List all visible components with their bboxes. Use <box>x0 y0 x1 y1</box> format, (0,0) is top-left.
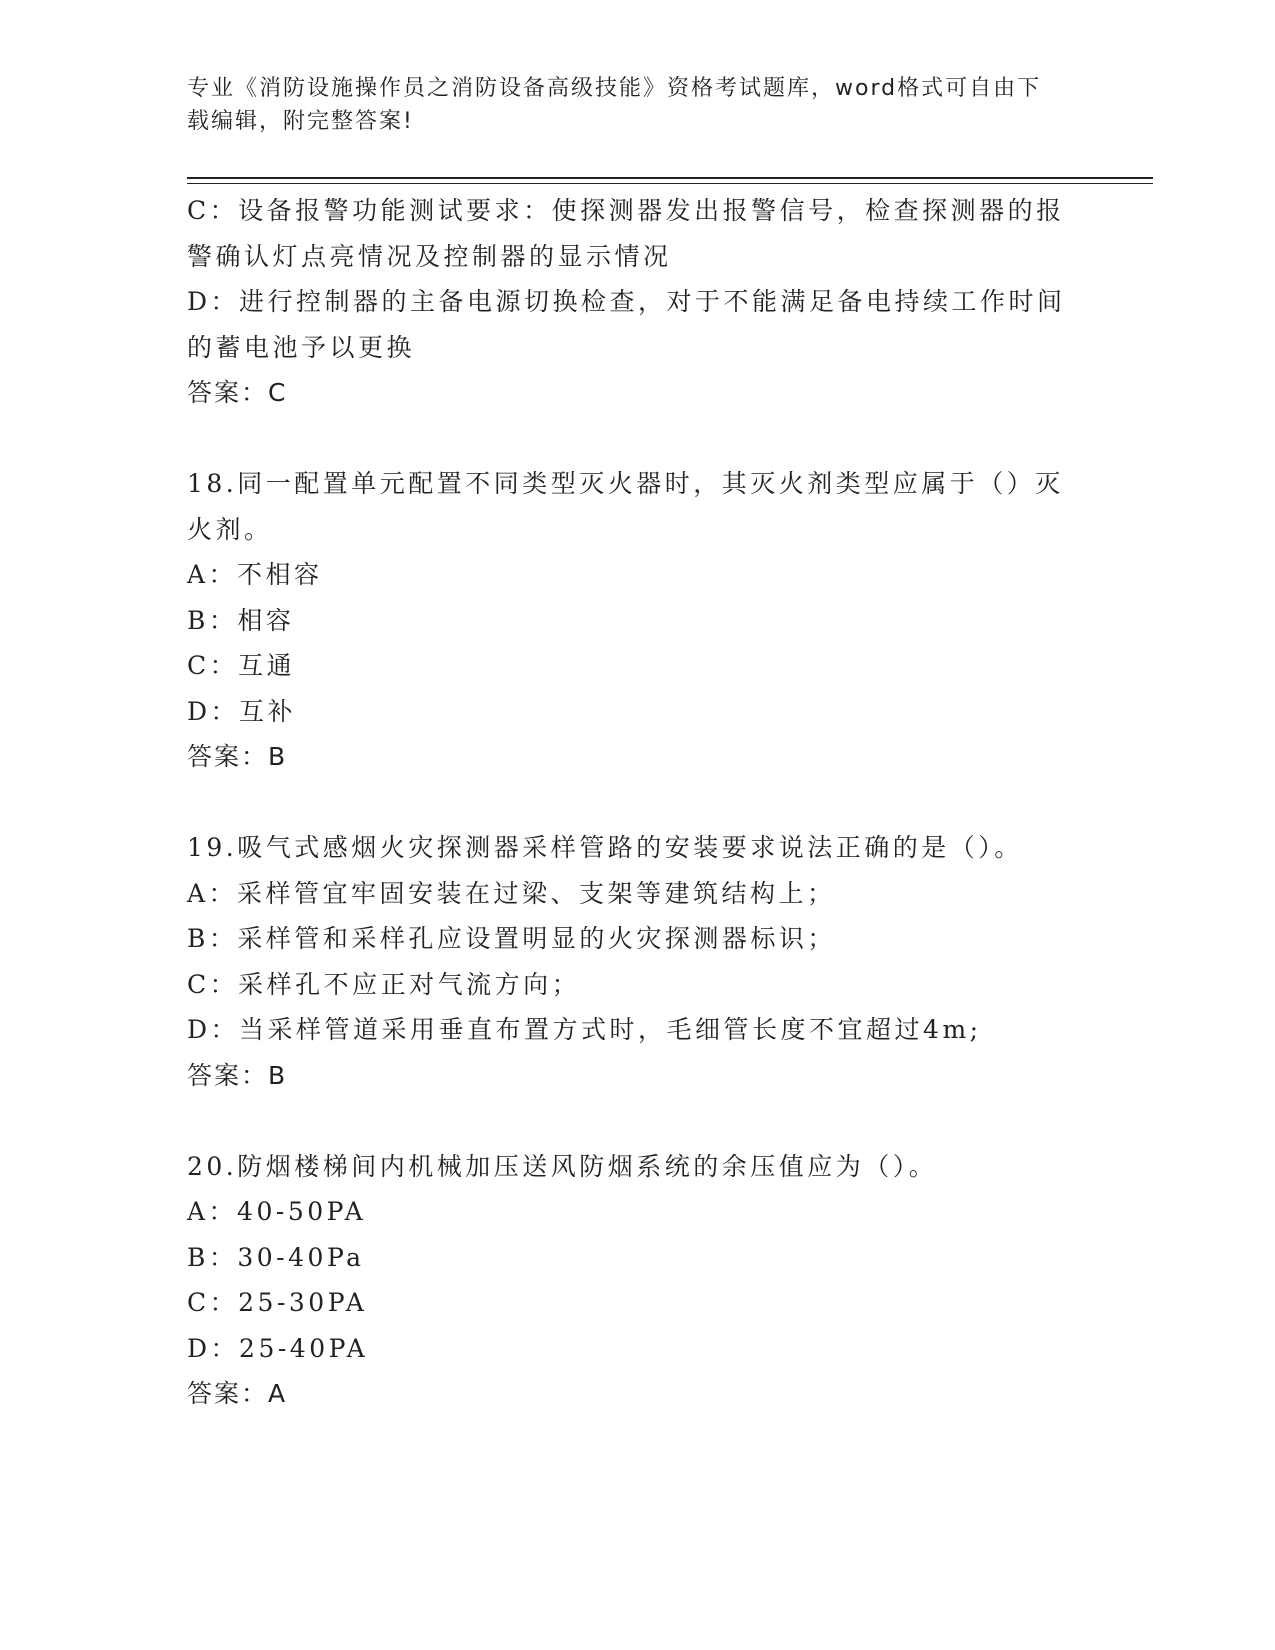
option-a: A：40-50PA <box>187 1197 367 1226</box>
option-d: D：25-40PA <box>187 1333 369 1363</box>
option-a: A：不相容 <box>187 560 323 589</box>
question-stem-line-1: 18.同一配置单元配置不同类型灭火器时，其灭火剂类型应属于（）灭 <box>187 469 1064 498</box>
answer: 答案：C <box>187 378 288 407</box>
header-divider-thin <box>187 183 1153 184</box>
spacer <box>187 1098 1087 1144</box>
option-d-line-1: D：进行控制器的主备电源切换检查，对于不能满足备电持续工作时间 <box>187 287 1066 316</box>
option-d-line-2: 的蓄电池予以更换 <box>187 332 416 362</box>
question-20 <box>187 1144 1087 1417</box>
option-c: C：采样孔不应正对气流方向； <box>187 969 581 999</box>
option-c: C：互通 <box>187 651 296 680</box>
header-line-2: 载编辑，附完整答案! <box>187 109 414 134</box>
question-17-tail <box>187 188 1087 416</box>
answer: 答案：A <box>187 1379 288 1408</box>
option-c-line-1: C：设备报警功能测试要求：使探测器发出报警信号，检查探测器的报 <box>187 196 1065 225</box>
header-divider-thick <box>187 177 1153 179</box>
spacer <box>187 780 1087 826</box>
option-b: B：相容 <box>187 605 295 635</box>
question-18 <box>187 461 1087 780</box>
question-list <box>187 188 1087 1417</box>
answer: 答案：B <box>187 1060 288 1090</box>
question-19 <box>187 825 1087 1098</box>
option-c-line-2: 警确认灯点亮情况及控制器的显示情况 <box>187 241 672 271</box>
option-b: B：采样管和采样孔应设置明显的火灾探测器标识； <box>187 924 836 953</box>
option-c: C：25-30PA <box>187 1288 368 1317</box>
document-header <box>187 72 1067 138</box>
question-stem: 19.吸气式感烟火灾探测器采样管路的安装要求说法正确的是（）。 <box>187 833 1023 862</box>
option-a: A：采样管宜牢固安装在过梁、支架等建筑结构上； <box>187 878 836 908</box>
spacer <box>187 416 1087 462</box>
option-d: D：当采样管道采用垂直布置方式时，毛细管长度不宜超过4m; <box>187 1015 982 1044</box>
answer: 答案：B <box>187 742 288 771</box>
option-d: D：互补 <box>187 696 297 726</box>
header-line-1: 专业《消防设施操作员之消防设备高级技能》资格考试题库，word格式可自由下 <box>187 76 1042 101</box>
question-stem-line-2: 火剂。 <box>187 514 273 544</box>
option-b: B：30-40Pa <box>187 1242 365 1272</box>
question-stem: 20.防烟楼梯间内机械加压送风防烟系统的余压值应为（）。 <box>187 1151 938 1181</box>
